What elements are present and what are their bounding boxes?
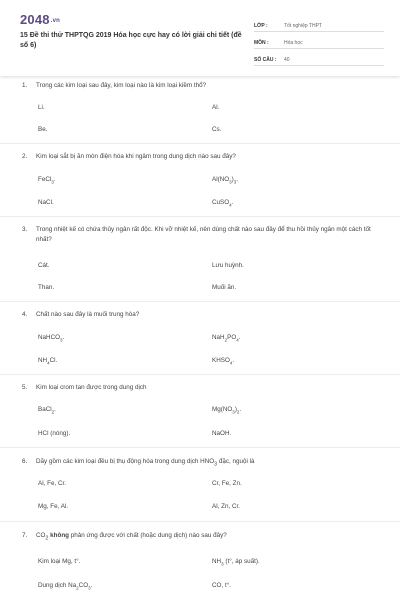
option-text: CO, t°. — [212, 582, 231, 589]
option-a[interactable] — [38, 558, 80, 565]
option-c[interactable] — [38, 582, 92, 590]
option-text: Lưu huỳnh. — [212, 262, 244, 269]
option-b[interactable] — [212, 104, 219, 111]
option-text: HCl (nóng). — [38, 430, 71, 437]
question-text-emphasis: không — [50, 532, 70, 539]
option-b[interactable] — [212, 558, 260, 566]
option-c[interactable] — [38, 430, 70, 437]
question-6 — [22, 457, 382, 469]
option-text: Be. — [38, 126, 48, 133]
option-b[interactable] — [212, 406, 241, 414]
option-b[interactable] — [212, 262, 244, 269]
option-text: BaCl$_2$. — [38, 406, 56, 415]
divider — [0, 521, 400, 522]
option-text: NaHCO$_3$. — [38, 334, 65, 343]
question-number: 3. — [22, 226, 28, 233]
header — [0, 0, 400, 76]
option-text: Cr, Fe, Zn. — [212, 480, 242, 487]
meta-class — [254, 16, 384, 32]
option-c[interactable] — [38, 126, 47, 133]
option-a[interactable] — [38, 176, 56, 184]
question-number: 1. — [22, 82, 28, 89]
question-text: Chất nào sau đây là muối trung hòa? — [36, 311, 140, 318]
option-text: Al, Zn, Cr. — [212, 503, 240, 510]
divider — [0, 216, 400, 217]
question-7 — [22, 531, 382, 543]
option-text: Than. — [38, 284, 55, 291]
option-text: $NH_4Cl$. — [38, 357, 58, 366]
option-text: $Mg(NO_3)_2$. — [212, 406, 242, 415]
meta-count-label: SỐ CÂU : — [254, 57, 277, 63]
option-text: $NH_3$ (t°, áp suất). — [212, 558, 260, 567]
exam-meta — [254, 16, 384, 67]
exam-title: 15 Đề thi thử THPTQG 2019 Hóa học cực hay có lời giải chi tiết (đề số 6) — [20, 32, 242, 49]
option-d[interactable] — [212, 582, 231, 589]
question-4 — [22, 310, 382, 320]
divider — [0, 143, 400, 144]
option-c[interactable] — [38, 503, 68, 510]
divider — [0, 301, 400, 302]
option-text: Kim loại Mg, t°. — [38, 558, 81, 565]
question-5 — [22, 383, 382, 393]
option-text: FeCl$_3$. — [38, 176, 56, 185]
question-number: 6. — [22, 458, 28, 465]
option-text: NaCl. — [38, 199, 54, 206]
option-text: Mg, Fe, Al. — [38, 503, 69, 510]
option-d[interactable] — [212, 503, 240, 510]
option-text: Li. — [38, 104, 45, 111]
question-3 — [22, 225, 382, 245]
option-d[interactable] — [212, 284, 236, 291]
question-text: Kim loại crom tan được trong dung dịch — [36, 384, 147, 391]
question-number: 5. — [22, 384, 28, 391]
meta-count-value: 40 — [284, 57, 290, 63]
option-a[interactable] — [38, 334, 64, 342]
question-text: Trong nhiệt kế có chứa thủy ngân rất độc. Khi vỡ nhiệt kế, nên dùng chất nào sau đây để thu hồi thủy ngân một cách tốt nhất? — [36, 226, 371, 243]
option-b[interactable] — [212, 334, 241, 342]
option-text: CuSO$_4$. — [212, 199, 234, 208]
option-b[interactable] — [212, 480, 242, 487]
question-2 — [22, 152, 382, 162]
option-text: Cs. — [212, 126, 222, 133]
meta-class-label: LỚP : — [254, 23, 268, 29]
meta-class-value: Tốt nghiệp THPT — [284, 23, 322, 29]
option-d[interactable] — [212, 199, 233, 207]
option-text: Dung dịch $Na_2CO_3$. — [38, 582, 93, 591]
question-text: Trong các kim loại sau đây, kim loại nào là kim loại kiềm thổ? — [36, 82, 207, 89]
option-c[interactable] — [38, 199, 54, 206]
option-text: $KHSO_4$. — [212, 357, 235, 366]
option-text: NaOH. — [212, 430, 232, 437]
meta-count — [254, 50, 384, 66]
question-number: 4. — [22, 311, 28, 318]
option-a[interactable] — [38, 480, 66, 487]
question-1 — [22, 81, 382, 91]
option-text: Muối ăn. — [212, 284, 237, 291]
logo-text: 2048 — [20, 12, 50, 27]
question-text-start: $CO_2$ — [36, 532, 49, 542]
option-text: Al, Fe, Cr. — [38, 480, 66, 487]
meta-subject-value: Hóa học — [284, 40, 303, 46]
option-text: $NaH_2PO_4$. — [212, 334, 241, 343]
site-logo[interactable] — [20, 12, 60, 27]
question-number: 7. — [22, 532, 28, 539]
option-d[interactable] — [212, 126, 221, 133]
option-text: Al. — [212, 104, 220, 111]
option-d[interactable] — [212, 430, 231, 437]
meta-subject-label: MÔN : — [254, 40, 269, 46]
meta-subject — [254, 33, 384, 49]
option-text: Cát. — [38, 262, 50, 269]
logo-suffix: .vn — [50, 18, 61, 24]
option-a[interactable] — [38, 406, 56, 414]
option-c[interactable] — [38, 284, 54, 291]
question-text: Dãy gồm các kim loại đều bị thụ động hóa trong dung dịch $HNO_3$ đặc, nguội là — [36, 458, 255, 468]
question-text-end: phản ứng được với chất (hoặc dung dịch) nào sau đây? — [70, 532, 227, 539]
question-text: Kim loại sắt bị ăn mòn điện hóa khi ngâm trong dung dịch nào sau đây? — [36, 153, 236, 160]
option-a[interactable] — [38, 104, 45, 111]
option-c[interactable] — [38, 357, 57, 365]
question-text — [36, 531, 382, 543]
option-d[interactable] — [212, 357, 234, 365]
option-text: $Al(NO_3)_3$. — [212, 176, 239, 185]
divider — [0, 374, 400, 375]
option-a[interactable] — [38, 262, 50, 269]
question-number: 2. — [22, 153, 28, 160]
option-b[interactable] — [212, 176, 238, 184]
divider — [0, 447, 400, 448]
